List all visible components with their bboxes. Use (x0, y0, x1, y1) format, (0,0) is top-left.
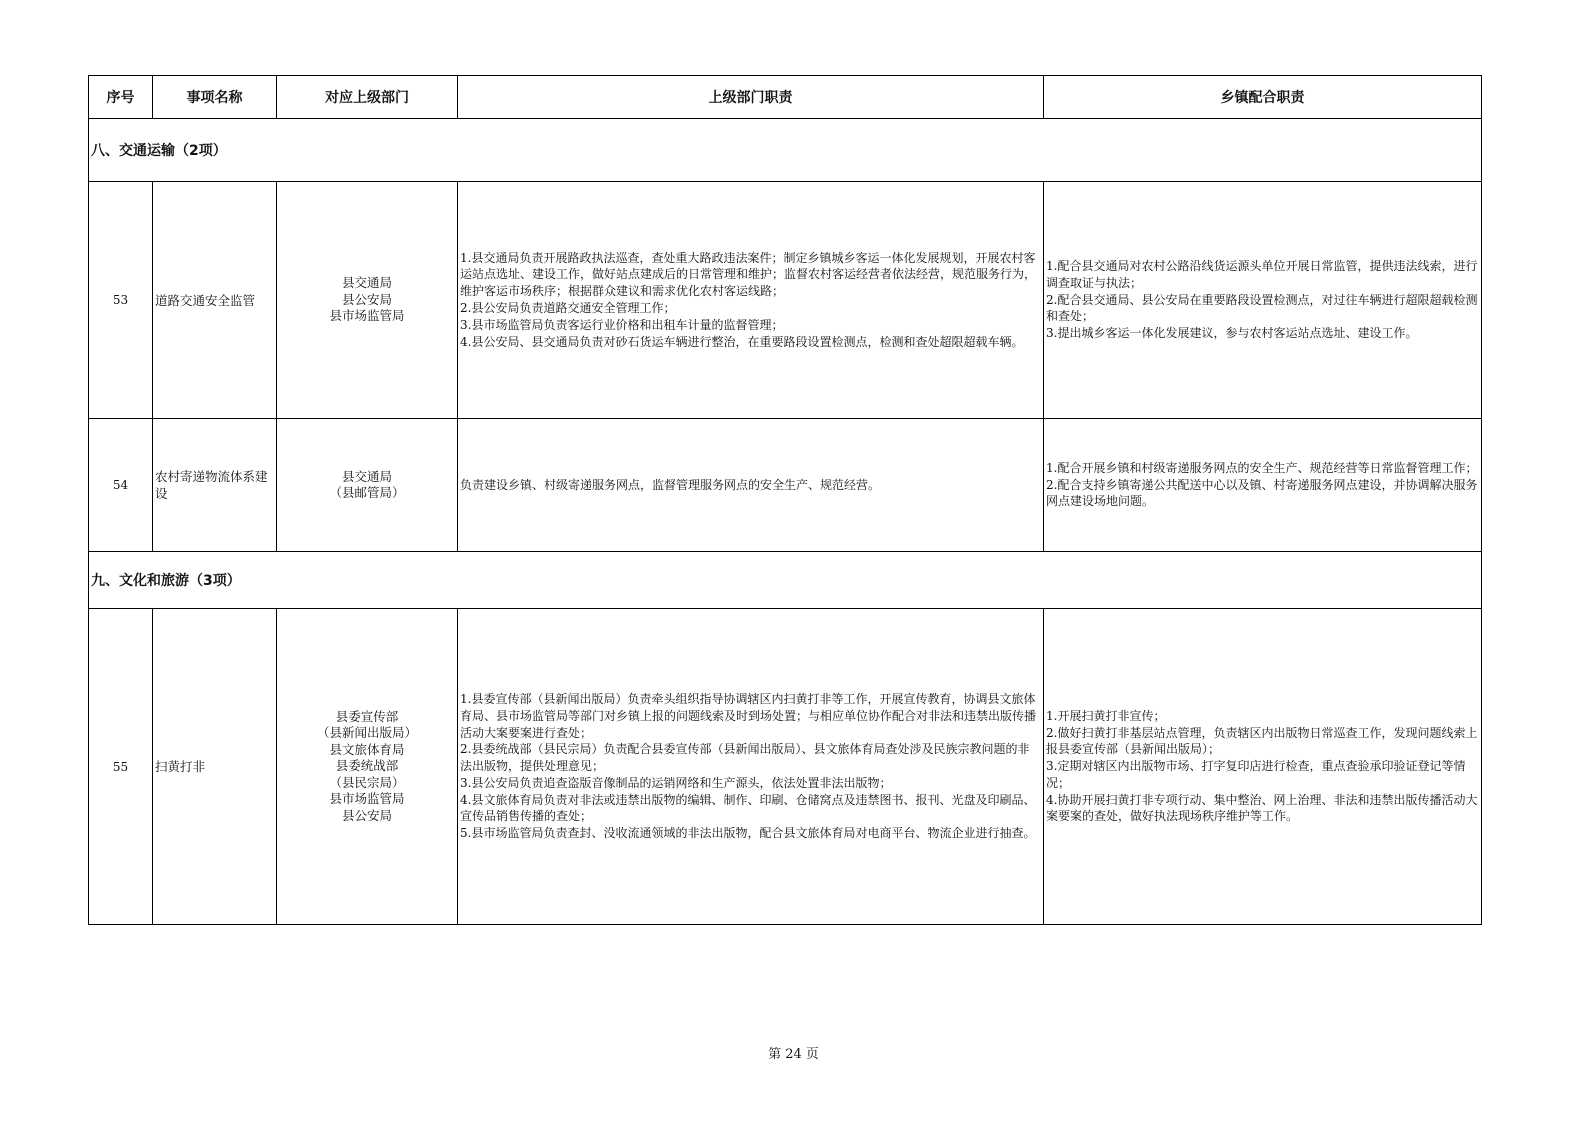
item-number: 53 (89, 182, 153, 419)
item-number: 54 (89, 419, 153, 552)
header-upper-duty: 上级部门职责 (458, 76, 1044, 119)
duty-line: 负责建设乡镇、村级寄递服务网点，监督管理服务网点的安全生产、规范经营。 (460, 477, 881, 492)
duty-line: 2.配合支持乡镇寄递公共配送中心以及镇、村寄递服务网点建设，并协调解决服务网点建设场地问题。 (1046, 477, 1478, 509)
item-name: 农村寄递物流体系建设 (153, 419, 277, 552)
item-dept (277, 182, 458, 419)
duty-line: 1.县委宣传部（县新闻出版局）负责牵头组织指导协调辖区内扫黄打非等工作，开展宣传教育，协调县文旅体育局、县市场监管局等部门对乡镇上报的问题线索及时到场处置；与相应单位协作配合对非法和违禁出版传播活动大案要案进行查处； (460, 691, 1037, 740)
duty-line: 4.县公安局、县交通局负责对砂石货运车辆进行整治，在重要路段设置检测点，检测和查处超限超载车辆。 (460, 334, 1024, 349)
table-row (89, 182, 1482, 419)
item-town-duty (1044, 419, 1482, 552)
section-title: 八、交通运输（2项） (89, 119, 1482, 182)
header-row (89, 76, 1482, 119)
duty-line: 2.做好扫黄打非基层站点管理，负责辖区内出版物日常巡查工作，发现问题线索上报县委宣传部（县新闻出版局）； (1046, 725, 1478, 757)
dept-line: 县公安局 (341, 807, 392, 823)
duty-line: 3.县公安局负责追查盗版音像制品的运销网络和生产源头，依法处置非法出版物； (460, 775, 892, 790)
header-town-duty: 乡镇配合职责 (1044, 76, 1482, 119)
dept-line: 县市场监管局 (329, 791, 405, 807)
table-row (89, 609, 1482, 925)
item-dept (277, 419, 458, 552)
dept-line: 县文旅体育局 (329, 741, 405, 757)
duty-line: 1.开展扫黄打非宣传； (1046, 708, 1166, 723)
item-name: 道路交通安全监管 (153, 182, 277, 419)
dept-line: 县委统战部 (335, 758, 399, 774)
duty-line: 4.协助开展扫黄打非专项行动、集中整治、网上治理、非法和违禁出版传播活动大案要案的查处，做好执法现场秩序维护等工作。 (1046, 792, 1478, 824)
duty-line: 2.县公安局负责道路交通安全管理工作； (460, 301, 676, 315)
dept-line: 县公安局 (341, 291, 392, 307)
dept-line: （县民宗局） (329, 774, 405, 790)
section-row (89, 552, 1482, 609)
header-dept: 对应上级部门 (277, 76, 458, 119)
item-dept (277, 609, 458, 925)
page-number: 第 24 页 (768, 1047, 819, 1062)
section-title: 九、文化和旅游（3项） (89, 552, 1482, 609)
duty-line: 1.配合开展乡镇和村级寄递服务网点的安全生产、规范经营等日常监督管理工作； (1046, 460, 1478, 475)
dept-line: 县交通局 (341, 468, 392, 484)
duty-line: 4.县文旅体育局负责对非法或违禁出版物的编辑、制作、印刷、仓储窝点及违禁图书、报刊、光盘及印刷品、宣传品销售传播的查处； (460, 792, 1036, 824)
duty-line: 5.县市场监管局负责查封、没收流通领域的非法出版物，配合县文旅体育局对电商平台、物流企业进行抽查。 (460, 826, 1036, 841)
item-upper-duty (458, 419, 1044, 552)
dept-line: 县交通局 (341, 275, 392, 291)
header-seq: 序号 (89, 76, 153, 119)
duty-line: 3.提出城乡客运一体化发展建议，参与农村客运站点选址、建设工作。 (1046, 326, 1418, 341)
duty-line: 1.配合县交通局对农村公路沿线货运源头单位开展日常监管，提供违法线索，进行调查取证与执法； (1046, 259, 1478, 290)
duty-line: 2.配合县交通局、县公安局在重要路段设置检测点，对过往车辆进行超限超载检测和查处； (1046, 292, 1478, 324)
item-upper-duty (458, 609, 1044, 925)
duty-table (88, 75, 1482, 925)
dept-line: （县新闻出版局） (316, 725, 417, 741)
duty-line: 3.县市场监管局负责客运行业价格和出租车计量的监督管理； (460, 317, 784, 332)
dept-line: 县委宣传部 (335, 708, 399, 724)
dept-line: （县邮管局） (329, 485, 405, 500)
item-town-duty (1044, 182, 1482, 419)
header-name: 事项名称 (153, 76, 277, 119)
dept-line: 县市场监管局 (329, 308, 405, 324)
duty-line: 3.定期对辖区内出版物市场、打字复印店进行检查，重点查验承印验证登记等情况； (1046, 759, 1466, 790)
item-upper-duty (458, 182, 1044, 419)
item-name: 扫黄打非 (153, 609, 277, 925)
item-number: 55 (89, 609, 153, 925)
table-row (89, 419, 1482, 552)
item-town-duty (1044, 609, 1482, 925)
duty-line: 2.县委统战部（县民宗局）负责配合县委宣传部（县新闻出版局）、县文旅体育局查处涉及民族宗教问题的非法出版物，提供处理意见； (460, 742, 1030, 774)
duty-line: 1.县交通局负责开展路政执法巡查，查处重大路政违法案件；制定乡镇城乡客运一体化发展规划，开展农村客运站点选址、建设工作，做好站点建成后的日常管理和维护；监督农村客运经营者依法经营，规范服务行为，维护客运市场秩序；根据群众建议和需求优化农村客运线路； (460, 250, 1037, 299)
section-row (89, 119, 1482, 182)
